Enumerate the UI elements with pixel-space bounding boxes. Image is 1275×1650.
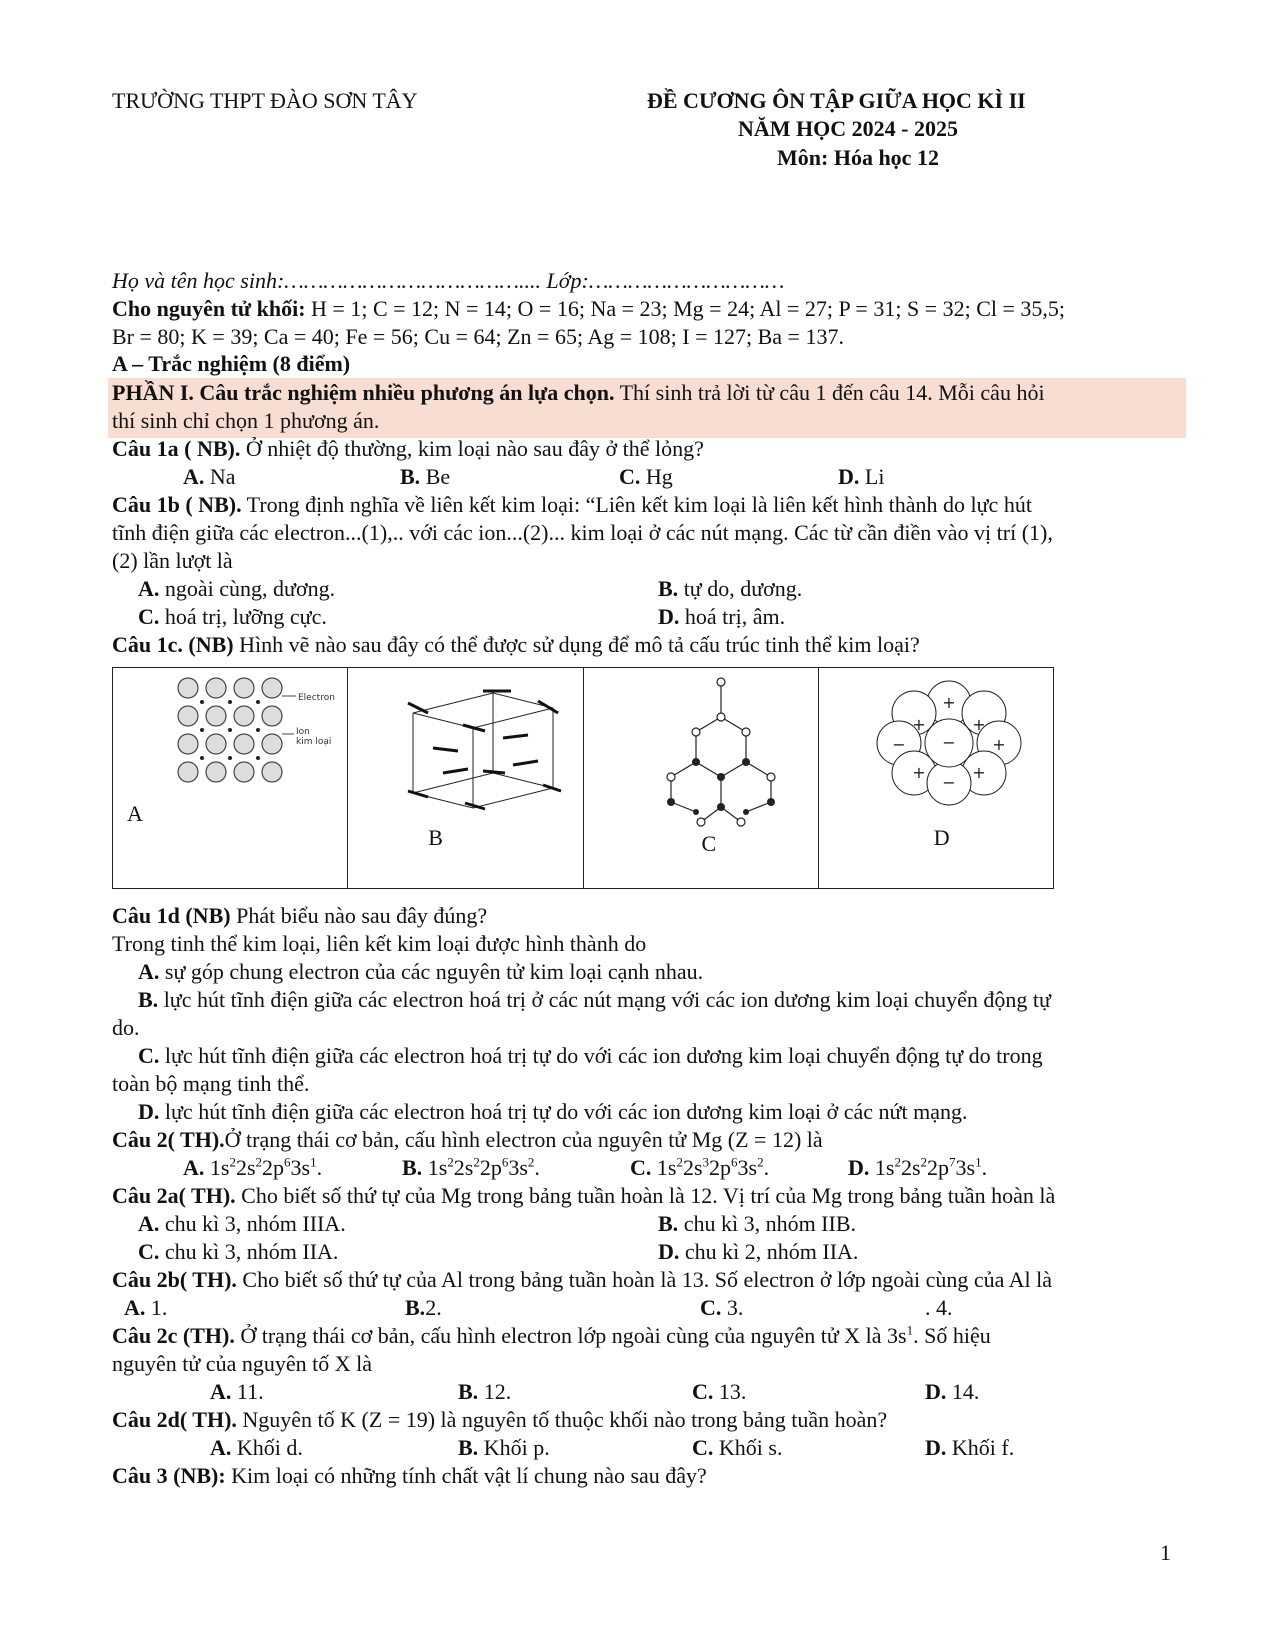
question-1d — [112, 903, 487, 929]
question-2b — [112, 1267, 1052, 1293]
metal-lattice-figure — [874, 678, 1024, 808]
question-1c — [112, 632, 920, 658]
question-3 — [112, 1463, 707, 1489]
question-2 — [112, 1127, 823, 1153]
question-text: Phát biểu nào sau đây đúng? — [230, 903, 488, 928]
question-text: Nguyên tố K (Z = 19) là nguyên tố thuộc khối nào trong bảng tuần hoàn? — [236, 1407, 888, 1432]
question-label: Câu 2( TH). — [112, 1127, 225, 1152]
covalent-crystal-figure — [656, 672, 796, 832]
q1b-option-a: A. ngoài cùng, dương. — [138, 576, 336, 601]
q2b-option-c: C. 3. — [700, 1295, 744, 1320]
q2-option-a: A. $1s^22s^22p^63s^1$. — [183, 1154, 323, 1180]
q2-option-d: D. $1s^22s^22p^73s^1$. — [848, 1154, 988, 1180]
atomic-mass-label: Cho nguyên tử khối: — [112, 296, 306, 321]
question-label: Câu 1a ( NB). — [112, 436, 241, 461]
svg-text:+: + — [942, 693, 956, 712]
question-label: Câu 1b ( NB). — [112, 492, 242, 517]
q1d-option-d: D. lực hút tĩnh điện giữa các electron hoá trị tự do với các ion dương kim loại ở các nứt mạng. — [138, 1099, 968, 1124]
school-year: NĂM HỌC 2024 - 2025 — [738, 116, 958, 141]
q2a-option-c: C. chu kì 3, nhóm IIA. — [138, 1239, 339, 1264]
question-text: Ở trạng thái cơ bản, cấu hình electron lớp ngoài cùng của nguyên tử X là 3s — [234, 1323, 907, 1348]
question-label: Câu 2b( TH). — [112, 1267, 237, 1292]
question-label: Câu 1d (NB) — [112, 903, 231, 928]
crystal-figure-table — [112, 667, 1054, 889]
question-1b — [112, 492, 1032, 518]
question-text: Trong định nghĩa về liên kết kim loại: “Liên kết kim loại là liên kết hình thành do lực hút — [241, 492, 1032, 517]
doc-title: ĐỀ CƯƠNG ÔN TẬP GIỮA HỌC KÌ II — [647, 88, 1026, 113]
svg-text:+: + — [912, 763, 926, 782]
question-2c-line-2: nguyên tử của nguyên tố X là — [112, 1351, 372, 1376]
question-2a — [112, 1183, 1055, 1209]
part1-line-2: thí sinh chỉ chọn 1 phương án. — [112, 408, 380, 433]
q2b-option-a: A. 1. — [124, 1295, 168, 1320]
q2c-option-a: A. 11. — [210, 1379, 264, 1404]
q1b-option-d: D. hoá trị, âm. — [658, 604, 786, 629]
question-text: Cho biết số thứ tự của Al trong bảng tuần hoàn là 13. Số electron ở lớp ngoài cùng của Al là — [236, 1267, 1053, 1292]
subject: Môn: Hóa học 12 — [777, 145, 939, 170]
q1d-option-b: B. lực hút tĩnh điện giữa các electron hoá trị ở các nút mạng với các ion dương kim loại chuyển động tự — [138, 987, 1051, 1012]
q2d-option-c: C. Khối s. — [692, 1435, 783, 1460]
question-text: Ở trạng thái cơ bản, cấu hình electron của nguyên tử Mg (Z = 12) là — [224, 1127, 823, 1152]
question-label: Câu 2d( TH). — [112, 1407, 237, 1432]
q1a-option-b: B. Be — [400, 464, 451, 489]
q2c-option-c: C. 13. — [692, 1379, 747, 1404]
svg-text:−: − — [892, 735, 906, 754]
kim-loai-label: kim loại — [296, 737, 332, 747]
q2b-option-b: B.2. — [405, 1295, 442, 1320]
question-2d — [112, 1407, 887, 1433]
question-2c: Câu 2c (TH). Ở trạng thái cơ bản, cấu hình electron lớp ngoài cùng của nguyên tử X là $3s^1$. Số hiệu — [112, 1322, 991, 1348]
q2a-option-a: A. chu kì 3, nhóm IIIA. — [138, 1211, 346, 1236]
q2c-option-b: B. 12. — [458, 1379, 512, 1404]
atomic-mass-values: H = 1; C = 12; N = 14; O = 16; Na = 23; Mg = 24; Al = 27; P = 31; S = 32; Cl = 35,5; — [305, 296, 1066, 321]
question-text: Ở nhiệt độ thường, kim loại nào sau đây ở thể lỏng? — [240, 436, 704, 461]
q2d-option-d: D. Khối f. — [925, 1435, 1015, 1460]
atomic-mass-line-2: Br = 80; K = 39; Ca = 40; Fe = 56; Cu = 64; Zn = 65; Ag = 108; I = 127; Ba = 137. — [112, 324, 844, 349]
q1a-option-c: C. Hg — [619, 464, 673, 489]
q1d-option-b-cont: do. — [112, 1015, 140, 1040]
svg-text:+: + — [912, 715, 926, 734]
question-text: Cho biết số thứ tự của Mg trong bảng tuần hoàn là 12. Vị trí của Mg trong bảng tuần hoàn là — [235, 1183, 1056, 1208]
figure-label-a: A — [127, 801, 143, 826]
q2-option-b: B. $1s^22s^22p^63s^2$. — [402, 1154, 540, 1180]
q2a-option-d: D. chu kì 2, nhóm IIA. — [658, 1239, 859, 1264]
figure-label-d: D — [933, 825, 950, 850]
question-label: Câu 3 (NB): — [112, 1463, 226, 1488]
figure-label-c: C — [701, 831, 717, 856]
q2a-option-b: B. chu kì 3, nhóm IIB. — [658, 1211, 857, 1236]
question-1a — [112, 436, 704, 462]
question-label: Câu 1c. (NB) — [112, 632, 234, 657]
atomic-mass-line-1 — [112, 296, 1065, 322]
q1a-option-d: D. Li — [838, 464, 885, 489]
svg-text:−: − — [942, 773, 956, 792]
question-label: Câu 2c (TH). — [112, 1323, 235, 1348]
part1-instruction: Thí sinh trả lời từ câu 1 đến câu 14. Mỗi câu hỏi — [614, 380, 1045, 405]
part1-line-1 — [112, 380, 1045, 406]
molecular-crystal-figure — [393, 673, 573, 823]
q1b-option-c: C. hoá trị, lưỡng cực. — [138, 604, 327, 629]
q1b-option-b: B. tự do, dương. — [658, 576, 803, 601]
ion-label: Ion — [296, 727, 310, 737]
figure-cell-c — [584, 668, 819, 888]
q2d-option-a: A. Khối d. — [210, 1435, 303, 1460]
question-1b-line-2: tĩnh điện giữa các electron...(1),.. với các ion...(2)... kim loại ở các nút mạng. Các từ cần điền vào vị trí (1), — [112, 520, 1053, 545]
q2d-option-b: B. Khối p. — [458, 1435, 550, 1460]
section-a-heading: A – Trắc nghiệm (8 điểm) — [112, 351, 351, 376]
q1d-option-a: A. sự góp chung electron của các nguyên tử kim loại cạnh nhau. — [138, 959, 704, 984]
q2c-option-d: D. 14. — [925, 1379, 980, 1404]
question-1d-stem: Trong tinh thể kim loại, liên kết kim loại được hình thành do — [112, 931, 647, 956]
q1a-option-a: A. Na — [183, 464, 236, 489]
part1-title: PHẦN I. Câu trắc nghiệm nhiều phương án lựa chọn. — [112, 380, 615, 405]
page-number: 1 — [1160, 1540, 1171, 1565]
figure-label-b: B — [428, 825, 443, 850]
question-1b-line-3: (2) lần lượt là — [112, 548, 233, 573]
question-label: Câu 2a( TH). — [112, 1183, 236, 1208]
question-text: Kim loại có những tính chất vật lí chung nào sau đây? — [225, 1463, 707, 1488]
svg-text:+: + — [972, 763, 986, 782]
figure-cell-d — [819, 668, 1053, 888]
svg-text:+: + — [992, 735, 1006, 754]
q2b-option-d: . 4. — [925, 1295, 953, 1320]
student-info-line: Họ và tên học sinh:……………………………….... Lớp:………………………… — [112, 268, 785, 293]
q1d-option-c-cont: toàn bộ mạng tinh thể. — [112, 1071, 310, 1096]
q2-option-c: C. $1s^22s^32p^63s^2$. — [630, 1154, 770, 1180]
electron-label: Electron — [298, 693, 335, 703]
svg-text:−: − — [942, 733, 956, 752]
svg-text:+: + — [972, 715, 986, 734]
figure-cell-b — [348, 668, 583, 888]
school-name: TRƯỜNG THPT ĐÀO SƠN TÂY — [112, 88, 418, 113]
q1d-option-c: C. lực hút tĩnh điện giữa các electron hoá trị tự do với các ion dương kim loại chuyển động tự do trong — [138, 1043, 1043, 1068]
figure-cell-a — [113, 668, 348, 888]
question-text: Hình vẽ nào sau đây có thể được sử dụng để mô tả cấu trúc tinh thể kim loại? — [233, 632, 920, 657]
